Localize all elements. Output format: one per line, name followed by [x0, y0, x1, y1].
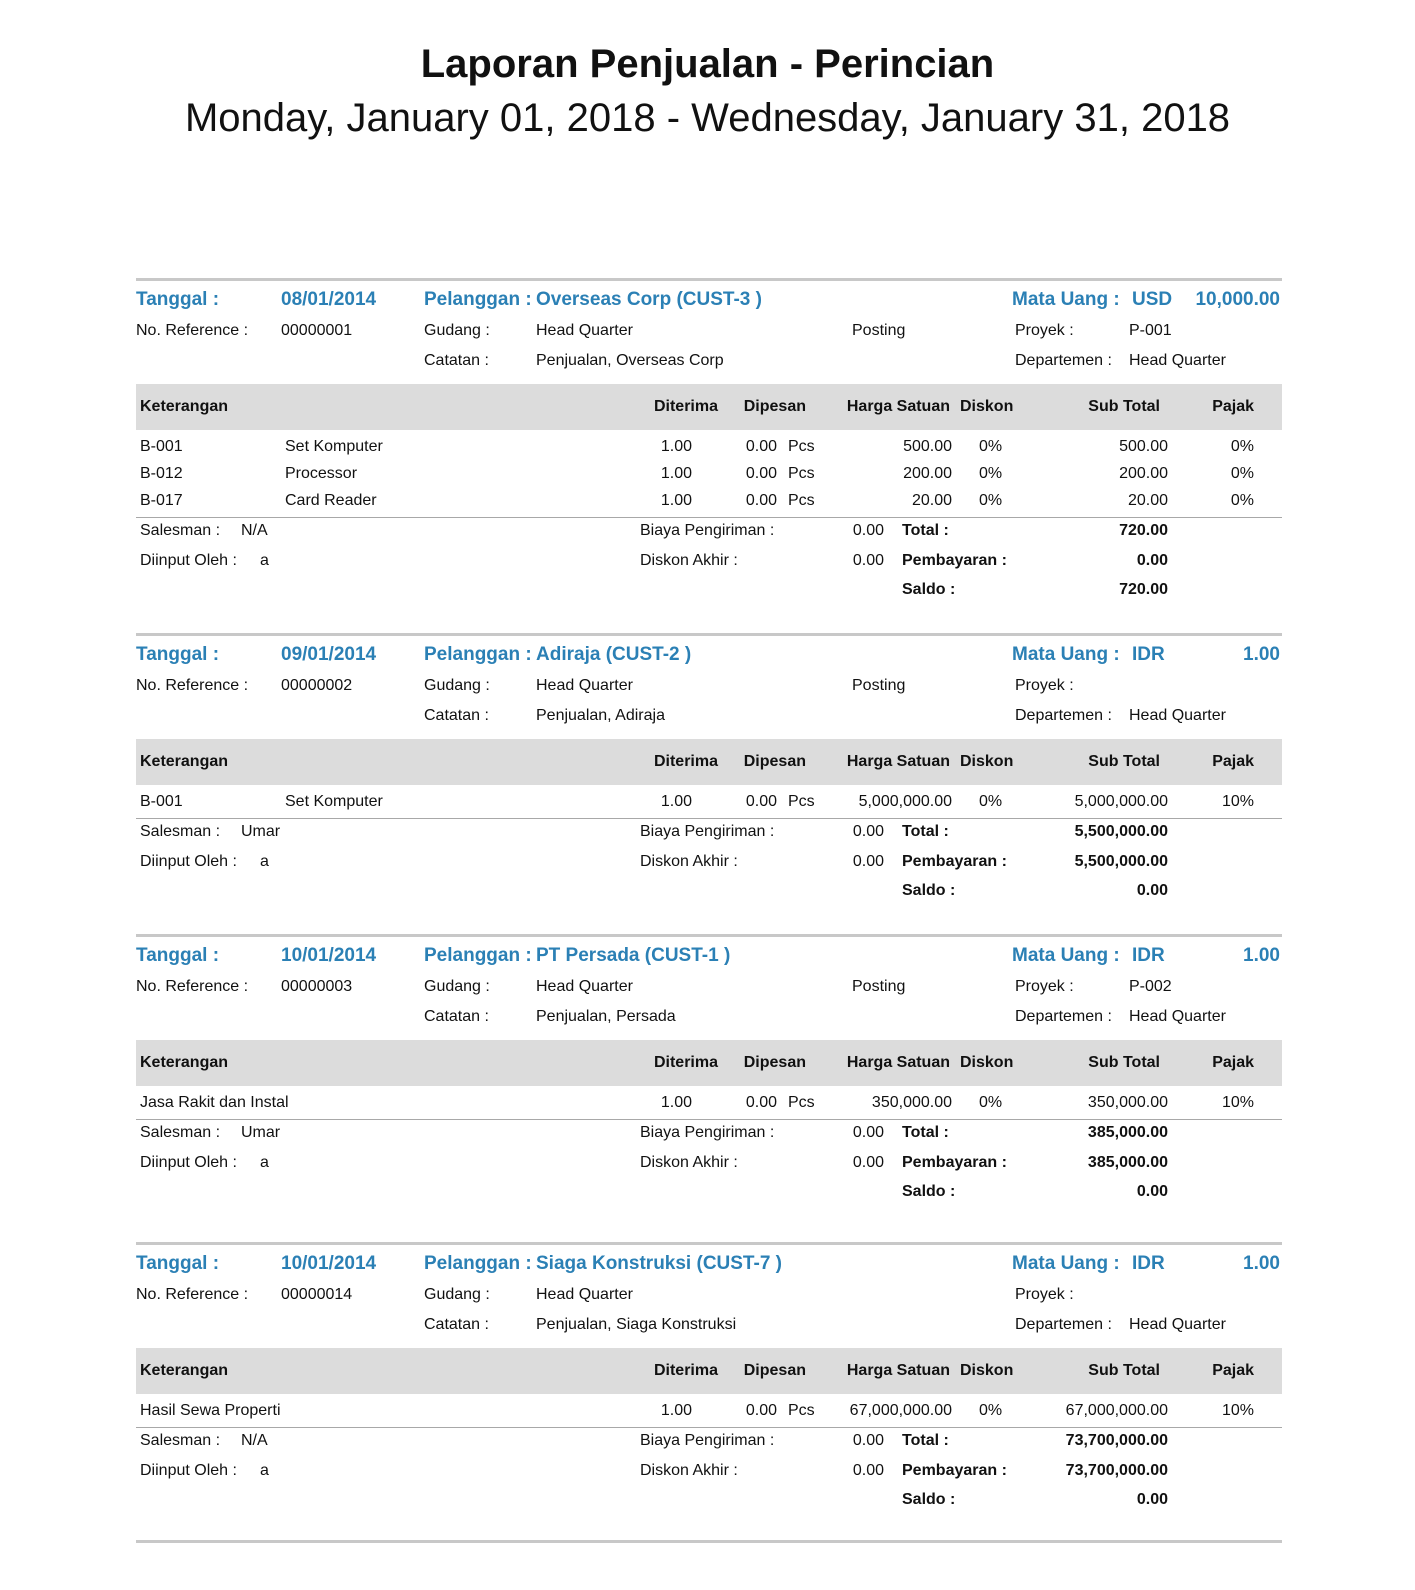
catatan-label: Catatan :: [424, 1008, 489, 1025]
invoice-section: [136, 633, 1282, 923]
gudang-value: Head Quarter: [536, 322, 633, 339]
col-sub-total: Sub Total: [1088, 1362, 1160, 1379]
total-label: Total :: [902, 1124, 949, 1141]
diskon-akhir-value: 0.00: [852, 1462, 884, 1479]
item-subtotal: 350,000.00: [1087, 1094, 1168, 1111]
diskon-akhir-value: 0.00: [852, 853, 884, 870]
item-diskon: 0%: [979, 1402, 1003, 1419]
diinput-oleh-value: a: [260, 552, 269, 569]
col-sub-total: Sub Total: [1088, 1054, 1160, 1071]
proyek-value: P-001: [1129, 322, 1172, 339]
item-harga: 5,000,000.00: [858, 793, 952, 810]
saldo-value: 0.00: [1136, 882, 1168, 899]
pembayaran-value: 385,000.00: [1087, 1154, 1168, 1171]
col-harga-satuan: Harga Satuan: [846, 1054, 950, 1071]
status-value: Posting: [852, 677, 906, 694]
item-name: Set Komputer: [285, 793, 383, 810]
col-diskon: Diskon: [960, 1362, 1014, 1379]
diskon-akhir-label: Diskon Akhir :: [640, 552, 738, 569]
biaya-pengiriman-label: Biaya Pengiriman :: [640, 823, 775, 840]
total-value: 720.00: [1119, 522, 1168, 539]
invoice-section: [136, 934, 1282, 1224]
saldo-label: Saldo :: [902, 581, 956, 598]
tanggal-value: 10/01/2014: [281, 945, 377, 966]
proyek-label: Proyek :: [1015, 677, 1074, 694]
item-unit: Pcs: [788, 465, 815, 482]
diskon-akhir-label: Diskon Akhir :: [640, 1154, 738, 1171]
item-unit: Pcs: [788, 793, 815, 810]
status-value: Posting: [852, 322, 906, 339]
col-dipesan: Dipesan: [743, 1362, 806, 1379]
item-dipesan: 0.00: [745, 1094, 777, 1111]
departemen-value: Head Quarter: [1129, 1008, 1226, 1025]
col-dipesan: Dipesan: [743, 398, 806, 415]
total-value: 5,500,000.00: [1074, 823, 1168, 840]
tanggal-label: Tanggal :: [136, 1253, 220, 1274]
item-diskon: 0%: [979, 1094, 1003, 1111]
no-reference-value: 00000014: [281, 1286, 353, 1303]
diskon-akhir-value: 0.00: [852, 552, 884, 569]
items-separator: [136, 517, 1282, 518]
col-keterangan: Keterangan: [140, 753, 229, 770]
departemen-label: Departemen :: [1015, 352, 1112, 369]
total-label: Total :: [902, 1432, 949, 1449]
pembayaran-label: Pembayaran :: [902, 853, 1007, 870]
item-diterima: 1.00: [660, 793, 692, 810]
items-separator: [136, 1427, 1282, 1428]
no-reference-value: 00000003: [281, 978, 353, 995]
item-code: B-012: [140, 465, 183, 482]
item-name: Card Reader: [285, 492, 377, 509]
mata-uang-value: USD: [1132, 289, 1173, 310]
item-subtotal: 500.00: [1119, 438, 1168, 455]
mata-uang-label: Mata Uang :: [1012, 289, 1120, 310]
proyek-label: Proyek :: [1015, 978, 1074, 995]
report-end-line: [136, 1540, 1282, 1543]
item-name: Set Komputer: [285, 438, 383, 455]
col-diterima: Diterima: [653, 1362, 718, 1379]
total-label: Total :: [902, 823, 949, 840]
col-dipesan: Dipesan: [743, 1054, 806, 1071]
salesman-value: N/A: [241, 522, 268, 539]
departemen-label: Departemen :: [1015, 1316, 1112, 1333]
gudang-label: Gudang :: [424, 322, 490, 339]
item-harga: 20.00: [911, 492, 952, 509]
saldo-label: Saldo :: [902, 882, 956, 899]
catatan-value: Penjualan, Persada: [536, 1008, 676, 1025]
gudang-label: Gudang :: [424, 978, 490, 995]
catatan-value: Penjualan, Siaga Konstruksi: [536, 1316, 737, 1333]
catatan-label: Catatan :: [424, 707, 489, 724]
proyek-label: Proyek :: [1015, 1286, 1074, 1303]
item-diterima: 1.00: [660, 1094, 692, 1111]
item-diterima: 1.00: [660, 1402, 692, 1419]
biaya-pengiriman-label: Biaya Pengiriman :: [640, 522, 775, 539]
diinput-oleh-label: Diinput Oleh :: [140, 1154, 237, 1171]
gudang-label: Gudang :: [424, 677, 490, 694]
item-diterima: 1.00: [660, 492, 692, 509]
mata-uang-value: IDR: [1132, 1253, 1165, 1274]
total-value: 385,000.00: [1087, 1124, 1168, 1141]
diinput-oleh-value: a: [260, 853, 269, 870]
invoice-section: [136, 278, 1282, 622]
mata-uang-value: IDR: [1132, 644, 1165, 665]
col-pajak: Pajak: [1212, 1054, 1254, 1071]
item-diskon: 0%: [979, 465, 1003, 482]
tanggal-label: Tanggal :: [136, 644, 220, 665]
col-harga-satuan: Harga Satuan: [846, 398, 950, 415]
tanggal-label: Tanggal :: [136, 945, 220, 966]
item-diterima: 1.00: [660, 465, 692, 482]
departemen-value: Head Quarter: [1129, 1316, 1226, 1333]
rate-value: 1.00: [1243, 945, 1280, 966]
item-dipesan: 0.00: [745, 793, 777, 810]
col-keterangan: Keterangan: [140, 1054, 229, 1071]
item-name: Processor: [285, 465, 358, 482]
catatan-label: Catatan :: [424, 352, 489, 369]
departemen-value: Head Quarter: [1129, 352, 1226, 369]
rate-value: 10,000.00: [1195, 289, 1280, 310]
saldo-value: 720.00: [1119, 581, 1168, 598]
item-unit: Pcs: [788, 1094, 815, 1111]
no-reference-value: 00000002: [281, 677, 353, 694]
item-harga: 67,000,000.00: [849, 1402, 952, 1419]
diskon-akhir-label: Diskon Akhir :: [640, 1462, 738, 1479]
pembayaran-value: 73,700,000.00: [1065, 1462, 1168, 1479]
rate-value: 1.00: [1243, 644, 1280, 665]
salesman-value: N/A: [241, 1432, 268, 1449]
saldo-value: 0.00: [1136, 1491, 1168, 1508]
tanggal-value: 10/01/2014: [281, 1253, 377, 1274]
col-sub-total: Sub Total: [1088, 398, 1160, 415]
col-pajak: Pajak: [1212, 1362, 1254, 1379]
no-reference-label: No. Reference :: [136, 1286, 249, 1303]
item-unit: Pcs: [788, 438, 815, 455]
item-diskon: 0%: [979, 793, 1003, 810]
no-reference-value: 00000001: [281, 322, 353, 339]
biaya-pengiriman-label: Biaya Pengiriman :: [640, 1124, 775, 1141]
mata-uang-label: Mata Uang :: [1012, 644, 1120, 665]
col-keterangan: Keterangan: [140, 398, 229, 415]
item-unit: Pcs: [788, 492, 815, 509]
col-diterima: Diterima: [653, 1054, 718, 1071]
saldo-label: Saldo :: [902, 1183, 956, 1200]
pelanggan-label: Pelanggan :: [424, 644, 532, 665]
status-value: Posting: [852, 978, 906, 995]
item-subtotal: 67,000,000.00: [1065, 1402, 1168, 1419]
items-separator: [136, 818, 1282, 819]
col-harga-satuan: Harga Satuan: [846, 753, 950, 770]
departemen-label: Departemen :: [1015, 707, 1112, 724]
pembayaran-value: 0.00: [1136, 552, 1168, 569]
col-diterima: Diterima: [653, 753, 718, 770]
col-diskon: Diskon: [960, 1054, 1014, 1071]
item-harga: 200.00: [903, 465, 952, 482]
pelanggan-label: Pelanggan :: [424, 1253, 532, 1274]
saldo-label: Saldo :: [902, 1491, 956, 1508]
col-pajak: Pajak: [1212, 753, 1254, 770]
diinput-oleh-label: Diinput Oleh :: [140, 1462, 237, 1479]
item-pajak: 10%: [1221, 793, 1254, 810]
pembayaran-label: Pembayaran :: [902, 1462, 1007, 1479]
item-dipesan: 0.00: [745, 1402, 777, 1419]
item-pajak: 0%: [1230, 438, 1254, 455]
col-harga-satuan: Harga Satuan: [846, 1362, 950, 1379]
gudang-value: Head Quarter: [536, 677, 633, 694]
item-unit: Pcs: [788, 1402, 815, 1419]
pembayaran-label: Pembayaran :: [902, 552, 1007, 569]
diinput-oleh-label: Diinput Oleh :: [140, 552, 237, 569]
col-diterima: Diterima: [653, 398, 718, 415]
item-pajak: 0%: [1230, 492, 1254, 509]
pembayaran-label: Pembayaran :: [902, 1154, 1007, 1171]
biaya-pengiriman-label: Biaya Pengiriman :: [640, 1432, 775, 1449]
mata-uang-label: Mata Uang :: [1012, 1253, 1120, 1274]
item-harga: 500.00: [903, 438, 952, 455]
salesman-label: Salesman :: [140, 522, 221, 539]
salesman-label: Salesman :: [140, 1124, 221, 1141]
report-period: Monday, January 01, 2018 - Wednesday, January 31, 2018: [184, 96, 1231, 140]
tanggal-label: Tanggal :: [136, 289, 220, 310]
item-subtotal: 200.00: [1119, 465, 1168, 482]
col-diskon: Diskon: [960, 753, 1014, 770]
col-sub-total: Sub Total: [1088, 753, 1160, 770]
items-separator: [136, 1119, 1282, 1120]
proyek-value: P-002: [1129, 978, 1172, 995]
diskon-akhir-label: Diskon Akhir :: [640, 853, 738, 870]
saldo-value: 0.00: [1136, 1183, 1168, 1200]
tanggal-value: 09/01/2014: [281, 644, 377, 665]
item-dipesan: 0.00: [745, 465, 777, 482]
total-value: 73,700,000.00: [1065, 1432, 1168, 1449]
item-pajak: 10%: [1221, 1402, 1254, 1419]
invoice-section: [136, 1242, 1282, 1532]
diinput-oleh-value: a: [260, 1462, 269, 1479]
item-name: Jasa Rakit dan Instal: [140, 1094, 289, 1111]
no-reference-label: No. Reference :: [136, 322, 249, 339]
departemen-label: Departemen :: [1015, 1008, 1112, 1025]
tanggal-value: 08/01/2014: [281, 289, 377, 310]
item-dipesan: 0.00: [745, 438, 777, 455]
gudang-value: Head Quarter: [536, 1286, 633, 1303]
col-keterangan: Keterangan: [140, 1362, 229, 1379]
departemen-value: Head Quarter: [1129, 707, 1226, 724]
gudang-label: Gudang :: [424, 1286, 490, 1303]
salesman-value: Umar: [241, 823, 281, 840]
biaya-pengiriman-value: 0.00: [852, 522, 884, 539]
proyek-label: Proyek :: [1015, 322, 1074, 339]
salesman-label: Salesman :: [140, 1432, 221, 1449]
item-diskon: 0%: [979, 438, 1003, 455]
biaya-pengiriman-value: 0.00: [852, 1124, 884, 1141]
item-harga: 350,000.00: [871, 1094, 952, 1111]
report-title: Laporan Penjualan - Perincian: [420, 42, 995, 86]
col-dipesan: Dipesan: [743, 753, 806, 770]
col-pajak: Pajak: [1212, 398, 1254, 415]
pelanggan-value: Adiraja (CUST-2 ): [536, 644, 692, 665]
pelanggan-label: Pelanggan :: [424, 945, 532, 966]
pelanggan-value: Siaga Konstruksi (CUST-7 ): [536, 1253, 782, 1274]
salesman-value: Umar: [241, 1124, 281, 1141]
catatan-value: Penjualan, Overseas Corp: [536, 352, 724, 369]
item-pajak: 0%: [1230, 465, 1254, 482]
item-code: B-001: [140, 438, 183, 455]
item-name: Hasil Sewa Properti: [140, 1402, 281, 1419]
pelanggan-label: Pelanggan :: [424, 289, 532, 310]
diinput-oleh-label: Diinput Oleh :: [140, 853, 237, 870]
item-pajak: 10%: [1221, 1094, 1254, 1111]
item-diterima: 1.00: [660, 438, 692, 455]
mata-uang-value: IDR: [1132, 945, 1165, 966]
no-reference-label: No. Reference :: [136, 677, 249, 694]
item-dipesan: 0.00: [745, 492, 777, 509]
pelanggan-value: Overseas Corp (CUST-3 ): [536, 289, 762, 310]
gudang-value: Head Quarter: [536, 978, 633, 995]
pelanggan-value: PT Persada (CUST-1 ): [536, 945, 731, 966]
rate-value: 1.00: [1243, 1253, 1280, 1274]
diskon-akhir-value: 0.00: [852, 1154, 884, 1171]
item-diskon: 0%: [979, 492, 1003, 509]
item-subtotal: 20.00: [1127, 492, 1168, 509]
catatan-value: Penjualan, Adiraja: [536, 707, 665, 724]
catatan-label: Catatan :: [424, 1316, 489, 1333]
total-label: Total :: [902, 522, 949, 539]
mata-uang-label: Mata Uang :: [1012, 945, 1120, 966]
item-code: B-017: [140, 492, 183, 509]
biaya-pengiriman-value: 0.00: [852, 1432, 884, 1449]
diinput-oleh-value: a: [260, 1154, 269, 1171]
col-diskon: Diskon: [960, 398, 1014, 415]
item-code: B-001: [140, 793, 183, 810]
salesman-label: Salesman :: [140, 823, 221, 840]
item-subtotal: 5,000,000.00: [1074, 793, 1168, 810]
pembayaran-value: 5,500,000.00: [1074, 853, 1168, 870]
biaya-pengiriman-value: 0.00: [852, 823, 884, 840]
no-reference-label: No. Reference :: [136, 978, 249, 995]
